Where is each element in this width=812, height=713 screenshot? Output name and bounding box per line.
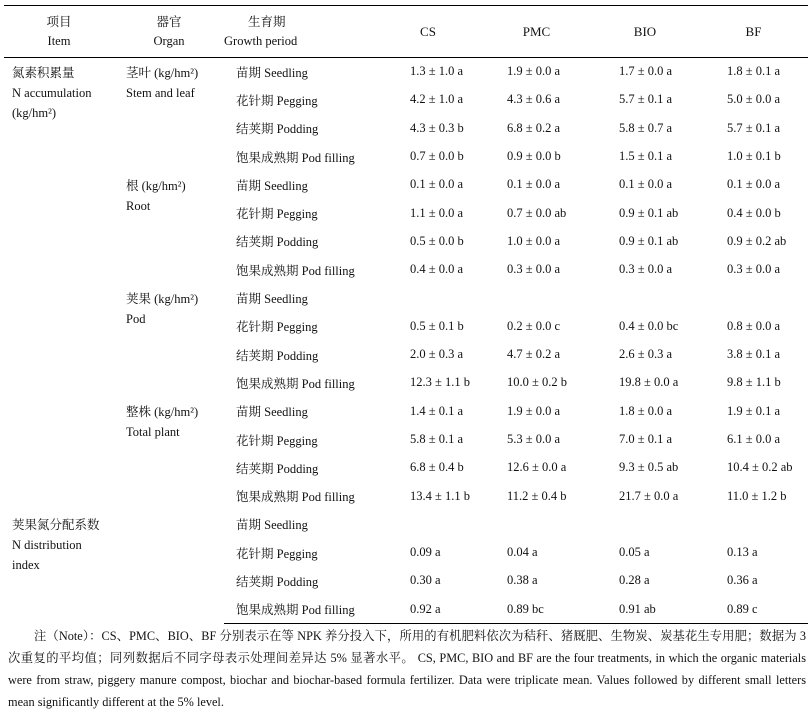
value-cell: 0.4 ± 0.0 b bbox=[727, 205, 781, 220]
value-cell: 0.05 a bbox=[619, 545, 650, 560]
value-cell: 19.8 ± 0.0 a bbox=[619, 375, 679, 390]
value-cell bbox=[591, 284, 699, 312]
value-cell: 13.4 ± 1.1 b bbox=[410, 488, 470, 503]
organ-pod bbox=[114, 284, 224, 397]
value-cell: 0.9 ± 0.1 ab bbox=[619, 205, 679, 220]
period-cell: 花针期 Pegging bbox=[236, 320, 318, 335]
value-cell: 1.7 ± 0.0 a bbox=[619, 64, 673, 79]
value-cell: 5.0 ± 0.0 a bbox=[727, 92, 781, 107]
value-cell: 0.2 ± 0.0 c bbox=[507, 318, 561, 333]
value-cell: 5.7 ± 0.1 a bbox=[619, 92, 673, 107]
value-cell: 3.8 ± 0.1 a bbox=[727, 347, 781, 362]
organ-total-zh: 整株 (kg/hm²) bbox=[126, 405, 199, 420]
organ-empty bbox=[114, 510, 224, 623]
header-row bbox=[4, 6, 808, 58]
value-cell: 5.3 ± 0.0 a bbox=[507, 432, 561, 446]
value-cell bbox=[699, 284, 808, 312]
item-n-accumulation bbox=[4, 58, 114, 511]
value-cell bbox=[482, 510, 591, 538]
period-cell: 结荚期 Podding bbox=[236, 461, 319, 476]
data-table bbox=[4, 5, 808, 624]
value-cell: 0.1 ± 0.0 a bbox=[619, 177, 673, 192]
value-cell: 0.09 a bbox=[410, 545, 441, 560]
header-cs: CS bbox=[374, 6, 482, 58]
item-ndi-en2: index bbox=[12, 558, 40, 573]
value-cell: 1.0 ± 0.1 b bbox=[727, 149, 781, 164]
organ-total-en: Total plant bbox=[126, 425, 180, 440]
period-cell: 花针期 Pegging bbox=[236, 433, 318, 448]
value-cell: 0.89 bc bbox=[482, 595, 591, 623]
item-ndi-en1: N distribution bbox=[12, 538, 82, 553]
value-cell: 6.1 ± 0.0 a bbox=[727, 432, 781, 446]
value-cell: 1.1 ± 0.0 a bbox=[410, 205, 464, 220]
value-cell: 4.3 ± 0.6 a bbox=[507, 92, 561, 107]
table-row bbox=[4, 397, 808, 425]
value-cell: 0.5 ± 0.1 b bbox=[410, 318, 464, 333]
value-cell: 2.6 ± 0.3 a bbox=[619, 347, 673, 362]
period-cell: 花针期 Pegging bbox=[236, 546, 318, 561]
organ-pod-en: Pod bbox=[126, 311, 146, 326]
value-cell: 1.8 ± 0.0 a bbox=[619, 403, 673, 418]
table-body bbox=[4, 58, 808, 624]
value-cell bbox=[374, 510, 482, 538]
value-cell: 0.9 ± 0.1 ab bbox=[619, 233, 679, 248]
header-bf: BF bbox=[699, 6, 808, 58]
organ-root-zh: 根 (kg/hm²) bbox=[126, 178, 186, 193]
value-cell: 5.8 ± 0.1 a bbox=[410, 432, 464, 446]
value-cell: 1.4 ± 0.1 a bbox=[410, 403, 464, 418]
value-cell: 1.9 ± 0.0 a bbox=[507, 64, 561, 79]
period-cell: 花针期 Pegging bbox=[236, 93, 318, 108]
value-cell bbox=[482, 284, 591, 312]
organ-root-en: Root bbox=[126, 198, 151, 213]
value-cell: 0.28 a bbox=[619, 573, 650, 588]
item-n-distribution-index bbox=[4, 510, 114, 623]
period-cell: 苗期 Seedling bbox=[236, 518, 308, 533]
value-cell: 12.3 ± 1.1 b bbox=[410, 375, 470, 390]
period-cell: 苗期 Seedling bbox=[236, 292, 308, 307]
period-cell: 花针期 Pegging bbox=[236, 207, 318, 222]
header-item: 项目 Item bbox=[4, 6, 114, 58]
value-cell: 11.0 ± 1.2 b bbox=[727, 488, 787, 503]
value-cell: 0.4 ± 0.0 bc bbox=[619, 318, 679, 333]
item-n-acc-zh: 氮素积累量 bbox=[12, 66, 75, 80]
value-cell: 7.0 ± 0.1 a bbox=[619, 432, 673, 446]
value-cell: 0.13 a bbox=[727, 545, 758, 560]
value-cell: 2.0 ± 0.3 a bbox=[410, 347, 464, 362]
value-cell: 0.3 ± 0.0 a bbox=[619, 262, 673, 277]
value-cell bbox=[699, 510, 808, 538]
note-en-2: Values followed by different small letters mean significantly different at the 5% level. bbox=[8, 673, 806, 709]
table-row bbox=[4, 58, 808, 86]
period-cell: 结荚期 Podding bbox=[236, 122, 319, 137]
period-cell: 结荚期 Podding bbox=[236, 235, 319, 250]
value-cell: 10.0 ± 0.2 b bbox=[507, 375, 567, 390]
value-cell: 0.5 ± 0.0 b bbox=[410, 233, 464, 248]
organ-stem-zh: 茎叶 (kg/hm²) bbox=[126, 66, 199, 80]
organ-root bbox=[114, 171, 224, 284]
item-ndi-zh: 荚果氮分配系数 bbox=[12, 518, 100, 533]
period-cell: 结荚期 Podding bbox=[236, 574, 319, 589]
value-cell: 0.91 ab bbox=[591, 595, 699, 623]
table-row bbox=[4, 510, 808, 538]
value-cell: 0.92 a bbox=[374, 595, 482, 623]
value-cell: 0.1 ± 0.0 a bbox=[410, 177, 464, 192]
value-cell: 0.30 a bbox=[410, 573, 441, 588]
period-cell: 饱果成熟期 Pod filling bbox=[236, 490, 355, 505]
value-cell: 4.7 ± 0.2 a bbox=[507, 347, 561, 362]
value-cell: 0.4 ± 0.0 a bbox=[410, 262, 464, 277]
value-cell: 9.3 ± 0.5 ab bbox=[619, 460, 679, 475]
item-n-acc-unit: (kg/hm²) bbox=[12, 106, 57, 120]
organ-stem-en: Stem and leaf bbox=[126, 86, 195, 100]
value-cell: 6.8 ± 0.4 b bbox=[410, 460, 464, 475]
period-cell: 饱果成熟期 Pod filling bbox=[236, 263, 355, 278]
period-cell: 饱果成熟期 Pod filling bbox=[236, 150, 355, 165]
value-cell: 1.3 ± 1.0 a bbox=[410, 64, 464, 79]
value-cell: 0.38 a bbox=[507, 573, 538, 588]
value-cell bbox=[591, 510, 699, 538]
value-cell: 11.2 ± 0.4 b bbox=[507, 488, 567, 503]
value-cell: 0.3 ± 0.0 a bbox=[727, 262, 781, 277]
period-cell: 饱果成熟期 Pod filling bbox=[224, 595, 374, 623]
value-cell: 5.8 ± 0.7 a bbox=[619, 120, 673, 135]
organ-total bbox=[114, 397, 224, 510]
organ-pod-zh: 荚果 (kg/hm²) bbox=[126, 291, 199, 306]
item-n-acc-en: N accumulation bbox=[12, 86, 92, 100]
value-cell bbox=[374, 284, 482, 312]
value-cell: 4.3 ± 0.3 b bbox=[410, 120, 464, 135]
value-cell: 5.7 ± 0.1 a bbox=[727, 120, 781, 135]
value-cell: 12.6 ± 0.0 a bbox=[507, 460, 567, 475]
value-cell: 0.89 c bbox=[699, 595, 808, 623]
period-cell: 结荚期 Podding bbox=[236, 348, 319, 363]
header-period: 生育期 Growth period bbox=[224, 6, 374, 58]
note-zh: 注（Note）：CS、PMC、BIO、BF 分别表示在等 NPK 养分投入下，所用的有机肥料依次为秸秆、猪厩肥、生物炭、炭基花生专用肥；数据为 3 次重复的平均值；同列数据后不同字母表示处理间差异达 5% 显著水平。 bbox=[8, 629, 806, 665]
table-row bbox=[4, 171, 808, 199]
table-row bbox=[4, 284, 808, 312]
organ-stem bbox=[114, 58, 224, 171]
value-cell: 6.8 ± 0.2 a bbox=[507, 120, 561, 135]
period-cell: 苗期 Seedling bbox=[236, 65, 308, 80]
period-cell: 苗期 Seedling bbox=[236, 405, 308, 420]
value-cell: 9.8 ± 1.1 b bbox=[727, 375, 781, 390]
value-cell: 0.3 ± 0.0 a bbox=[507, 262, 561, 277]
value-cell: 21.7 ± 0.0 a bbox=[619, 488, 679, 503]
value-cell: 0.1 ± 0.0 a bbox=[727, 177, 781, 192]
note-en-1: CS, PMC, BIO and BF are the four treatments, in which the organic materials were from straw, piggery manure compost, biochar and biochar-based formula fertilizer. Data were triplicate mean. bbox=[8, 651, 806, 687]
value-cell: 0.36 a bbox=[727, 573, 758, 588]
header-pmc: PMC bbox=[482, 6, 591, 58]
value-cell: 10.4 ± 0.2 ab bbox=[727, 460, 793, 475]
value-cell: 0.9 ± 0.0 b bbox=[507, 149, 561, 164]
value-cell: 1.0 ± 0.0 a bbox=[507, 233, 561, 248]
header-organ: 器官 Organ bbox=[114, 6, 224, 58]
value-cell: 0.1 ± 0.0 a bbox=[507, 177, 561, 192]
header-bio: BIO bbox=[591, 6, 699, 58]
value-cell: 4.2 ± 1.0 a bbox=[410, 92, 464, 107]
value-cell: 0.9 ± 0.2 ab bbox=[727, 233, 787, 248]
value-cell: 1.5 ± 0.1 a bbox=[619, 149, 673, 164]
value-cell: 1.9 ± 0.1 a bbox=[727, 403, 781, 418]
value-cell: 1.8 ± 0.1 a bbox=[727, 64, 781, 79]
value-cell: 0.04 a bbox=[507, 545, 538, 560]
table-note bbox=[8, 625, 806, 713]
value-cell: 1.9 ± 0.0 a bbox=[507, 403, 561, 418]
value-cell: 0.7 ± 0.0 b bbox=[410, 149, 464, 164]
period-cell: 苗期 Seedling bbox=[236, 178, 308, 193]
value-cell: 0.8 ± 0.0 a bbox=[727, 318, 781, 333]
value-cell: 0.7 ± 0.0 ab bbox=[507, 205, 567, 220]
period-cell: 饱果成熟期 Pod filling bbox=[236, 376, 355, 391]
